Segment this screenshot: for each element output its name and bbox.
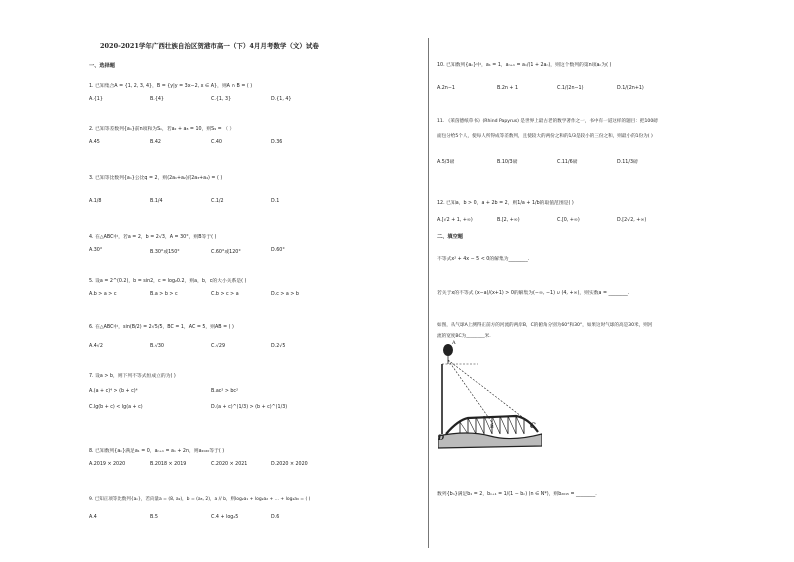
- option: B.1/4: [150, 199, 163, 204]
- option: A.2019 × 2020: [89, 462, 126, 467]
- option: D.2√5: [271, 344, 286, 349]
- column-divider: [428, 38, 429, 548]
- question-stem: 10. 已知数列{aₙ}中，a₁ = 1，aₙ₊₁ = aₙ/(1 + 2aₙ)，则这个数列的第n项aₙ为( ): [437, 63, 612, 68]
- option: D.6: [271, 515, 280, 520]
- option: D.(a + c)^(1/3) > (b + c)^(1/3): [211, 405, 288, 410]
- option: C.40: [211, 140, 222, 145]
- option: C.{1, 3}: [211, 97, 232, 102]
- fill-question: 如图，从气球A上测得正前方的河流的两岸B，C的俯角分别为60°和30°，如果这时气球的高是30米，则河: [437, 323, 653, 328]
- question-stem: 4. 在△ABC中，若a = 2，b = 2√3，A = 30°，则B等于( ): [89, 235, 217, 240]
- option: B.ac² > bc²: [211, 389, 238, 394]
- option: A.(a + c)⁴ > (b + c)⁴: [89, 389, 138, 394]
- question-stem: 3. 已知等比数列{aₙ}公比q = 2，则(2a₁+a₂)/(2a₃+a₄) = ( ): [89, 176, 223, 181]
- question-stem: 7. 设a > b，则下列不等式恒成立的为( ): [89, 374, 176, 379]
- question-stem: 9. 已知正项等比数列{aₙ}，若向量a = (8, a₂)，b = (a₈, 2)，a // b，则log₂a₁ + log₂a₂ + ... + log₂a₉ = ( ): [89, 497, 311, 502]
- fill-question: 数列{bₙ}满足b₁ = 2，bₙ₊₁ = 1/(1 − bₙ) (n ∈ N*)，则b₂₀₁₅ = ________.: [437, 492, 597, 497]
- option: C.lg(b + c) < lg(a + c): [89, 405, 143, 410]
- option: B.10/3磅: [497, 160, 518, 165]
- question-stem: 11. 《莱茵德纸草书》(Rhind Papyrus) 是世界上最古老的数学著作之一，书中有一道这样的题目：把100磅: [437, 119, 658, 124]
- exam-title: 2020-2021学年广西壮族自治区贺港市高一（下）4月月考数学（文）试卷: [100, 42, 319, 50]
- section-heading-fill: 二、填空题: [437, 234, 463, 240]
- option: A.45: [89, 140, 100, 145]
- label-c: C: [530, 421, 536, 430]
- option: B.2n + 1: [497, 86, 519, 91]
- option: C.1/(2n−1): [557, 86, 584, 91]
- option: D.{1, 4}: [271, 97, 292, 102]
- option: D.2020 × 2020: [271, 462, 308, 467]
- option: C.[0, +∞): [557, 218, 580, 223]
- option: A.5/3磅: [437, 160, 455, 165]
- option: B.{4}: [150, 97, 164, 102]
- option: D.1: [271, 199, 280, 204]
- option: A.4: [89, 515, 97, 520]
- option: B.[2, +∞): [497, 218, 520, 223]
- option: A.30°: [89, 248, 103, 253]
- option: C.b > c > a: [211, 292, 239, 297]
- option: A.2n−1: [437, 86, 455, 91]
- river-bank: [438, 433, 542, 448]
- option: C.2020 × 2021: [211, 462, 248, 467]
- label-d: D: [438, 433, 445, 442]
- option: B.42: [150, 140, 161, 145]
- option: D.60°: [271, 248, 285, 253]
- question-stem: 12. 已知a，b > 0，a + 2b = 2，则1/a + 1/b的取值范围是( ): [437, 201, 574, 206]
- label-a: A: [452, 340, 456, 346]
- option: D.36: [271, 140, 283, 145]
- option: C.4 + log₂5: [211, 515, 239, 520]
- option: A.{1}: [89, 97, 103, 102]
- question-stem: 8. 已知数列{aₙ}满足a₁ = 0，aₙ₊₁ = aₙ + 2n，则a₂₀₂₀等于( ): [89, 449, 225, 454]
- option: B.√30: [150, 344, 164, 349]
- option: A.1/8: [89, 199, 102, 204]
- question-stem: 6. 在△ABC中，sin(B/2) = 2√5/5，BC = 1，AC = 5，则AB = ( ): [89, 325, 234, 330]
- option: D.11/3磅: [617, 160, 638, 165]
- option: A.b > a > c: [89, 292, 117, 297]
- option: D.c > a > b: [271, 292, 299, 297]
- sight-line-b: [448, 360, 493, 424]
- option: B.30°或150°: [150, 250, 180, 255]
- fill-question: 不等式x² + 4x − 5 < 0的解集为________.: [437, 257, 530, 262]
- option: D.[2√2, +∞): [617, 218, 647, 223]
- option: C.1/2: [211, 199, 224, 204]
- option: C.60°或120°: [211, 250, 241, 255]
- option: D.1/(2n+1): [617, 86, 644, 91]
- option: A.4√2: [89, 344, 103, 349]
- option: B.a > b > c: [150, 292, 178, 297]
- question-stem: 1. 已知集合A = {1, 2, 3, 4}，B = {y|y = 3x−2, x ∈ A}，则A ∩ B = ( ): [89, 84, 253, 89]
- fill-question-continued: 流的宽度BC为________米.: [437, 334, 491, 339]
- label-b: B: [490, 424, 494, 430]
- option: A.[√2 + 1, +∞): [437, 218, 473, 223]
- question-stem-continued: 面包分给5个人，使每人所得成等差数列，且使较大的两份之和的1/3是较小的三份之和，则最小的1份为( ): [437, 134, 653, 139]
- question-stem: 2. 已知等差数列{aₙ}前n项和为Sₙ，若a₂ + a₈ = 10，则S₉ = （ ）: [89, 127, 235, 132]
- fill-question: 若关于x的不等式 (x−a)/(x+1) > 0的解集为(−∞, −1) ∪ (4, +∞)，则实数a = ________.: [437, 291, 630, 296]
- question-stem: 5. 设a = 2^(0.2)，b = sin2，c = log₂0.2，则a，b，c的大小关系是( ): [89, 279, 247, 284]
- option: B.5: [150, 515, 158, 520]
- section-heading-choice: 一、选择题: [89, 63, 115, 69]
- option: C.√29: [211, 344, 226, 349]
- balloon-river-figure: [438, 336, 542, 460]
- option: C.11/6磅: [557, 160, 578, 165]
- option: B.2018 × 2019: [150, 462, 187, 467]
